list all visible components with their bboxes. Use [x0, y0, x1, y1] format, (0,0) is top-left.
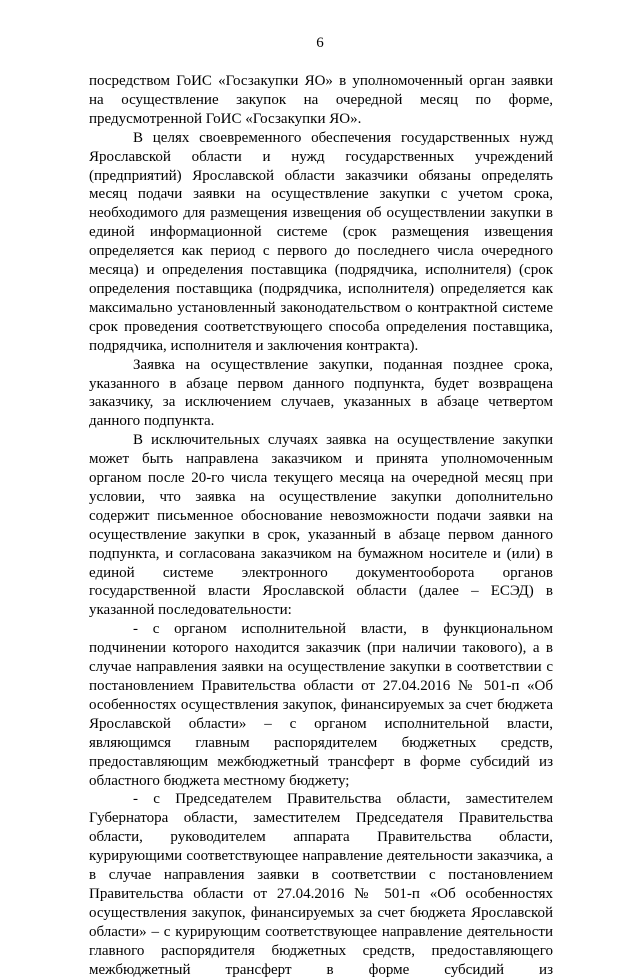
paragraph-timely-procurement: В целях своевременного обеспечения государственных нужд Ярославской области и нужд государственных учреждений (предприятий) Ярославской области заказчики обязаны определять месяц подачи заявки на осуществление закупки с учетом срока, необходимого для размещения извещения об осуществлении закупки в единой информационной системе (срок размещения извещения определяется как период с первого до последнего числа очередного месяца) и определения поставщика (подрядчика, исполнителя) (срок определения поставщика (подрядчика, исполнителя) определяется как максимально установленный законодательством о контрактной системе срок проведения соответствующего способа определения поставщика, подрядчика, исполнителя и заключения контракта). — [89, 129, 553, 354]
document-body — [89, 72, 553, 980]
list-item-executive-body: - с органом исполнительной власти, в функциональном подчинении которого находится заказчик (при наличии такового), а в случае направления заявки на осуществление закупки в соответствии с постановлением Правительства области от 27.04.2016 № 501-п «Об особенностях осуществления закупок, финансируемых за счет бюджета Ярославской области» – с органом исполнительной власти, являющимся главным распорядителем бюджетных средств, предоставляющим межбюджетный трансферт в форме субсидий из областного бюджета местному бюджету; — [89, 621, 553, 789]
list-item-chairman: - с Председателем Правительства области, заместителем Губернатора области, заместителем Председателя Правительства области, руководителем аппарата Правительства области, курирующими соответствующее направление деятельности заказчика, а в случае направления заявки в соответствии с постановлением Правительства области от 27.04.2016 № 501-п «Об особенностях осуществления закупок, финансируемых за счет бюджета Ярославской области» – с курирующим соответствующее направление деятельности главного распорядителя бюджетных средств, предоставляющего межбюджетный трансферт в форме субсидий из — [89, 791, 553, 978]
paragraph-late-application: Заявка на осуществление закупки, поданная позднее срока, указанного в абзаце первом данного подпункта, будет возвращена заказчику, за исключением случаев, указанных в абзаце четвертом данного подпункта. — [89, 356, 553, 430]
paragraph-exceptional-cases: В исключительных случаях заявка на осуществление закупки может быть направлена заказчиком и принята уполномоченным органом после 20-го числа текущего месяца на очередной месяц при условии, что заявка на осуществление закупки дополнительно содержит письменное обоснование невозможности подачи заявки на осуществление закупки в срок, указанный в абзаце первом данного подпункта, и согласована заказчиком на бумажном носителе и (или) в единой системе электронного документооборота органов государственной власти Ярославской области (далее – ЕСЭД) в указанной последовательности: — [89, 432, 553, 619]
page-number: 6 — [316, 35, 324, 51]
paragraph-continuation: посредством ГоИС «Госзакупки ЯО» в уполномоченный орган заявки на осуществление закупок на очередной месяц по форме, предусмотренной ГоИС «Госзакупки ЯО». — [89, 73, 553, 127]
